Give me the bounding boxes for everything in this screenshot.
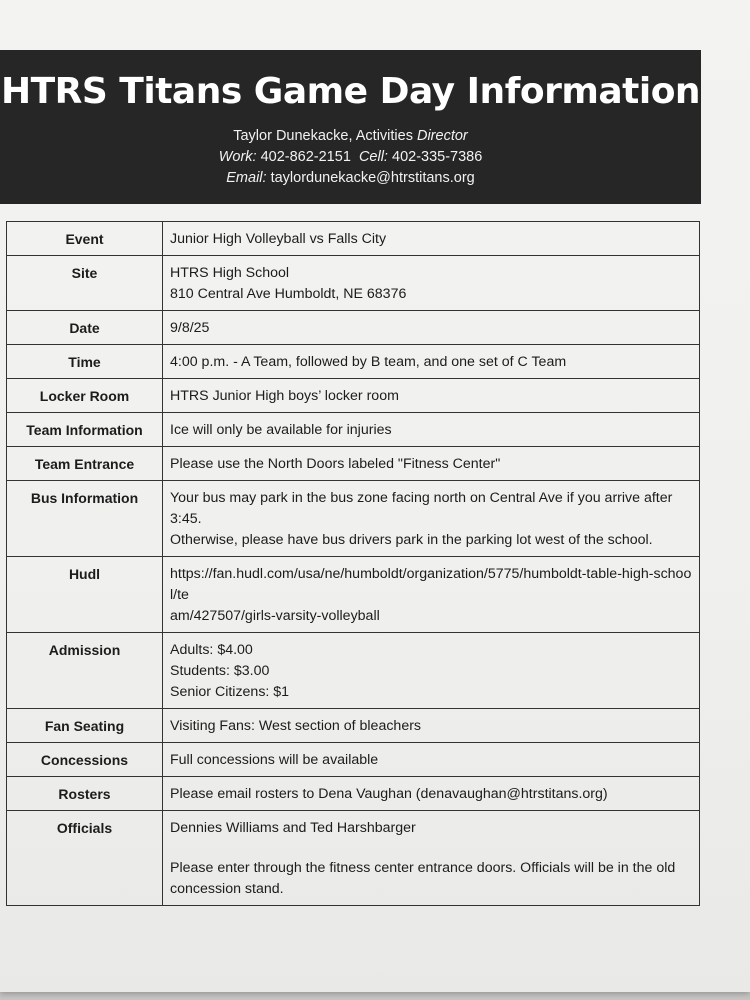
- value-line: Visiting Fans: West section of bleachers: [170, 718, 422, 734]
- row-label: Date: [7, 311, 163, 345]
- page-title: HTRS Titans Game Day Information: [0, 71, 701, 112]
- row-label: Time: [7, 345, 163, 379]
- hudl-link-text: am/427507/girls-varsity-volleyball: [170, 608, 380, 624]
- table-row: [7, 413, 700, 447]
- director-name: Taylor Dunekacke, Activities: [233, 128, 413, 144]
- value-line: Your bus may park in the bus zone facing north on Central Ave if you arrive after 3:45.: [170, 490, 673, 527]
- work-label: Work:: [218, 149, 257, 165]
- value-line: Full concessions will be available: [170, 752, 379, 768]
- row-label: Event: [7, 222, 163, 256]
- table-row: [7, 777, 700, 811]
- row-value: [163, 481, 700, 557]
- table-row: [7, 633, 700, 709]
- table-row: [7, 345, 700, 379]
- header-banner: [0, 50, 701, 204]
- value-line: Adults: $4.00: [170, 642, 253, 658]
- value-line: HTRS Junior High boys’ locker room: [170, 388, 399, 404]
- row-value: [163, 222, 700, 256]
- row-label: Officials: [7, 811, 163, 906]
- value-line: 810 Central Ave Humboldt, NE 68376: [170, 286, 407, 302]
- row-label: Hudl: [7, 557, 163, 633]
- value-line: Please use the North Doors labeled "Fitness Center": [170, 456, 501, 472]
- value-line: Dennies Williams and Ted Harshbarger: [170, 820, 416, 836]
- row-value: [163, 413, 700, 447]
- table-row: [7, 557, 700, 633]
- director-title: Director: [416, 128, 468, 144]
- value-line: 9/8/25: [170, 320, 210, 336]
- row-label: Bus Information: [7, 481, 163, 557]
- row-value: [163, 709, 700, 743]
- value-line: concession stand.: [170, 881, 284, 897]
- value-line: Otherwise, please have bus drivers park in the parking lot west of the school.: [170, 532, 653, 548]
- value-line: HTRS High School: [170, 265, 290, 281]
- row-label: Team Information: [7, 413, 163, 447]
- row-value: [163, 633, 700, 709]
- value-line: Please enter through the fitness center entrance doors. Officials will be in the old: [170, 860, 676, 876]
- row-label: Team Entrance: [7, 447, 163, 481]
- value-line: Junior High Volleyball vs Falls City: [170, 231, 387, 247]
- row-label: Fan Seating: [7, 709, 163, 743]
- row-value: [163, 256, 700, 311]
- row-value: [163, 345, 700, 379]
- row-value: [163, 743, 700, 777]
- contact-block: [0, 126, 701, 189]
- row-value: [163, 447, 700, 481]
- row-label: Locker Room: [7, 379, 163, 413]
- value-line: Students: $3.00: [170, 663, 270, 679]
- table-row: [7, 481, 700, 557]
- blank-line: [170, 839, 693, 858]
- table-row: [7, 222, 700, 256]
- table-row: [7, 709, 700, 743]
- table-row: [7, 379, 700, 413]
- row-value: [163, 557, 700, 633]
- row-label: Rosters: [7, 777, 163, 811]
- value-line: 4:00 p.m. - A Team, followed by B team, and one set of C Team: [170, 354, 567, 370]
- value-line: Please email rosters to Dena Vaughan (denavaughan@htrstitans.org): [170, 786, 608, 802]
- row-label: Concessions: [7, 743, 163, 777]
- table-row: [7, 811, 700, 906]
- phone-line: [0, 147, 701, 168]
- row-value: [163, 311, 700, 345]
- director-line: [0, 126, 701, 147]
- value-line: Ice will only be available for injuries: [170, 422, 392, 438]
- email-label: Email:: [226, 170, 267, 186]
- table-row: [7, 447, 700, 481]
- row-value: [163, 777, 700, 811]
- email-line: [0, 168, 701, 189]
- cell-phone: 402-335-7386: [392, 149, 483, 165]
- row-value: [163, 811, 700, 906]
- table-row: [7, 743, 700, 777]
- email-address: taylordunekacke@htrstitans.org: [270, 170, 475, 186]
- row-value: [163, 379, 700, 413]
- row-label: Admission: [7, 633, 163, 709]
- game-info-table: [6, 221, 700, 906]
- table-row: [7, 311, 700, 345]
- row-label: Site: [7, 256, 163, 311]
- cell-label: Cell:: [358, 149, 388, 165]
- work-phone: 402-862-2151: [260, 149, 351, 165]
- table-row: [7, 256, 700, 311]
- game-info-table-body: [7, 222, 700, 906]
- value-line: Senior Citizens: $1: [170, 684, 290, 700]
- hudl-link-text: https://fan.hudl.com/usa/ne/humboldt/organization/5775/humboldt-table-high-school/te: [170, 566, 692, 603]
